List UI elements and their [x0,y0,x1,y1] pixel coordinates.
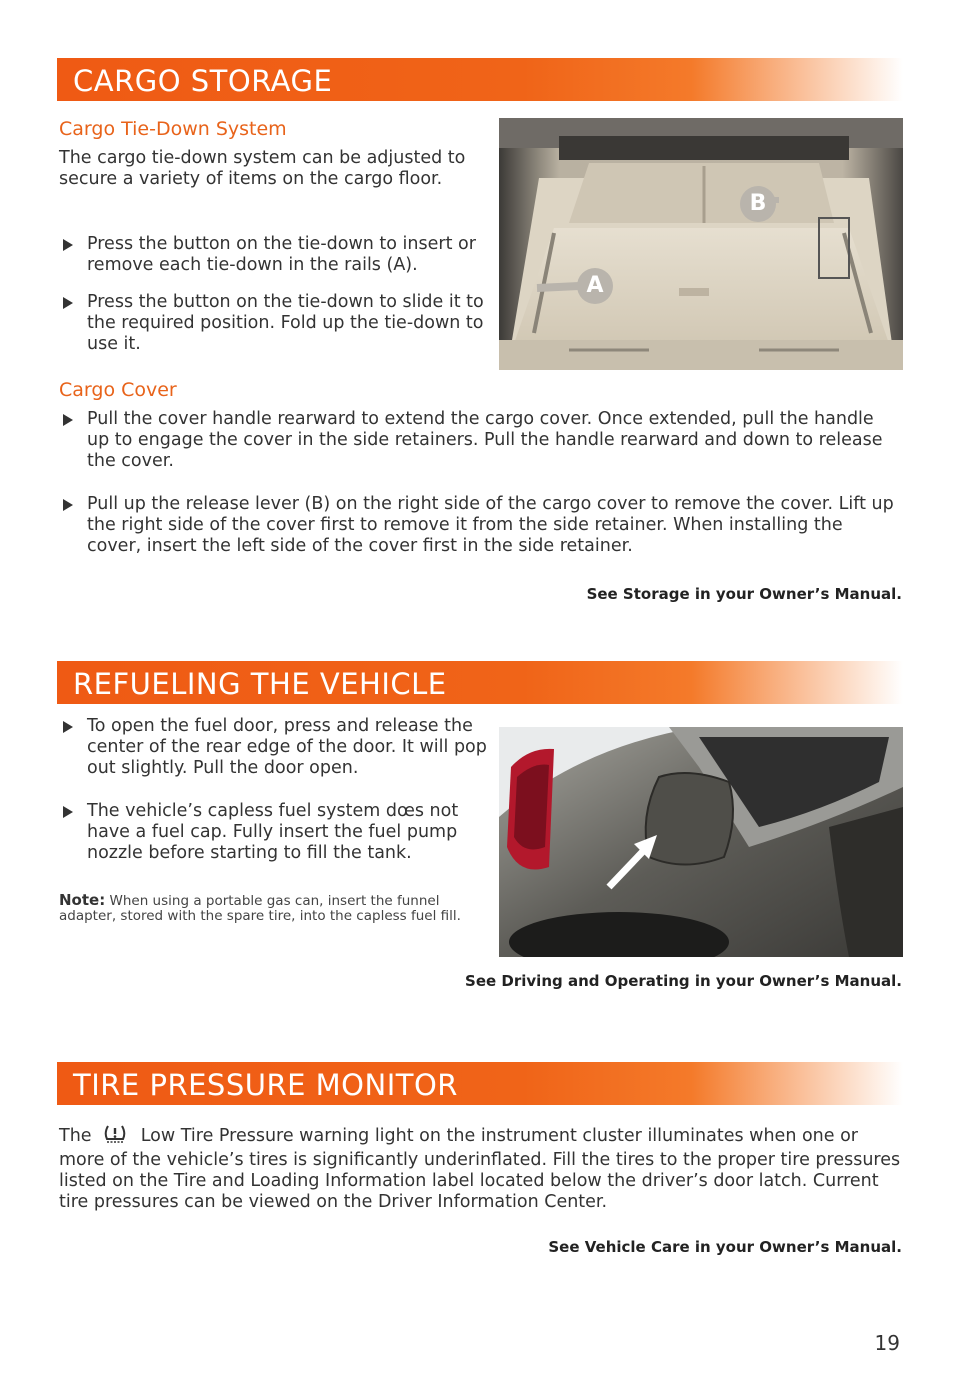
section-title: TIRE PRESSURE MONITOR [73,1068,458,1102]
section-title: REFUELING THE VEHICLE [73,667,447,701]
cargo-storage-banner [57,58,903,101]
callout-a: A [577,268,613,304]
tire-text-start: The [59,1126,92,1146]
tire-pressure-warning-icon [103,1124,127,1150]
page-number: 19 [874,1331,900,1355]
cover-heading: Cargo Cover [59,379,177,401]
refuel-bullet-2: The vehicle’s capless fuel system dœs not have a fuel cap. Fully insert the fuel pump nozzle before starting to fill the tank. [59,801,499,864]
note-text: When using a portable gas can, insert the funnel adapter, stored with the spare tire, into the capless fuel fill. [59,893,461,924]
tiedown-heading: Cargo Tie-Down System [59,118,287,140]
cargo-area-image [499,118,903,370]
tire-reference: See Vehicle Care in your Owner’s Manual. [548,1238,902,1256]
note-label: Note: [59,891,106,909]
cargo-reference: See Storage in your Owner’s Manual. [586,585,902,603]
tire-text-main: Low Tire Pressure warning light on the instrument cluster illuminates when one or more of the vehicle’s tires is significantly underinflated. Fill the tires to the proper tire pressures listed on the Tire and Loading Information label located below the driver’s door latch. Current tire pressures can be viewed on the Driver Information Center. [59,1126,901,1212]
refueling-banner [57,661,903,704]
cargo-area-photo [499,118,903,370]
refuel-bullet-1: To open the fuel door, press and release the center of the rear edge of the door. It will pop out slightly. Pull the door open. [59,716,499,779]
tiedown-bullet-2: Press the button on the tie-down to slide it to the required position. Fold up the tie-down to use it. [59,292,487,355]
tiedown-bullet-1: Press the button on the tie-down to insert or remove each tie-down in the rails (A). [59,234,487,276]
callout-b: B [740,186,776,222]
tire-paragraph [59,1124,901,1213]
fuel-door-photo [499,727,903,957]
fuel-door-image [499,727,903,957]
refuel-note [59,893,471,924]
section-title: CARGO STORAGE [73,64,333,98]
tire-pressure-banner [57,1062,903,1105]
cover-bullet-1: Pull the cover handle rearward to extend the cargo cover. Once extended, pull the handle up to engage the cover in the side retainers. Pull the handle rearward and down to release the cover. [59,409,899,472]
refuel-reference: See Driving and Operating in your Owner’s Manual. [465,972,902,990]
cover-bullet-2: Pull up the release lever (B) on the right side of the cargo cover to remove the cover. Lift up the right side of the cover first to remove it from the side retainer. When installing the cover, insert the left side of the cover first in the side retainer. [59,494,899,557]
tiedown-intro: The cargo tie-down system can be adjusted to secure a variety of items on the cargo floor. [59,148,466,189]
